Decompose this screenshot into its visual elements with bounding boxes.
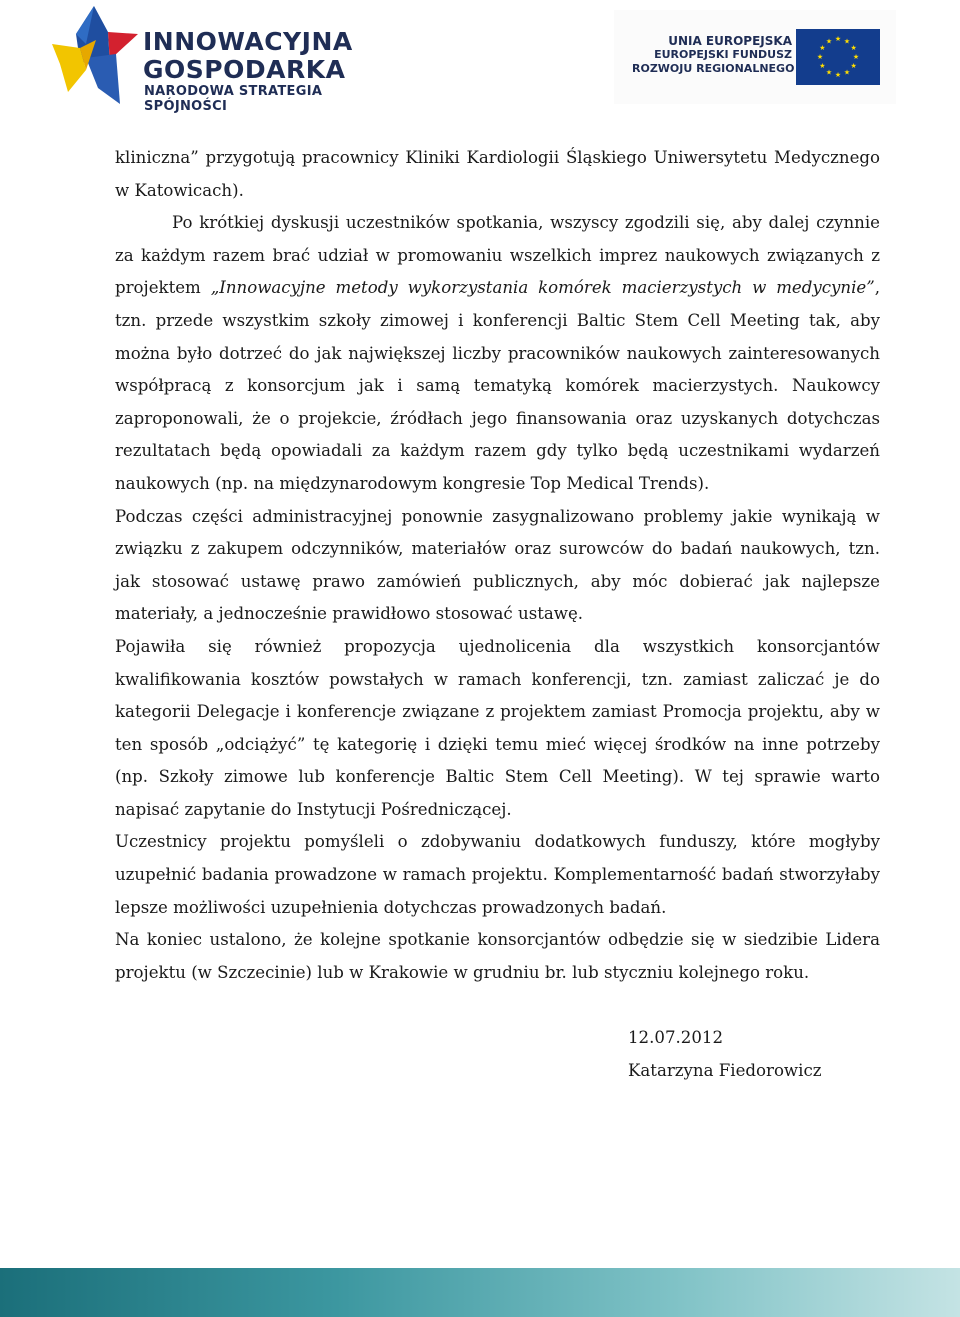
logo-subtitle: NARODOWA STRATEGIA SPÓJNOŚCI (144, 84, 323, 114)
signature-name: Katarzyna Fiedorowicz (628, 1060, 822, 1080)
svg-text:★: ★ (825, 68, 833, 77)
svg-text:★: ★ (819, 44, 826, 52)
page-header (0, 0, 960, 120)
innowacyjna-gospodarka-logo (50, 4, 390, 114)
paragraph-4: Pojawiła się również propozycja ujednolicenia dla wszystkich konsorcjantów kwalifikowania kosztów powstałych w ramach konferencji, tzn. zamiast zaliczać je do kategorii Delegacje i konferencje związane z projektem zamiast Promocja projektu, aby w ten sposób „odciążyć” tę kategorię i dzięki temu mieć więcej środków na inne potrzeby (np. Szkoły zimowe lub konferencje Baltic Stem Cell Meeting). W tej sprawie warto napisać zapytanie do Instytucji Pośredniczącej. (115, 636, 880, 819)
svg-text:★: ★ (850, 62, 857, 70)
svg-text:★: ★ (834, 35, 842, 43)
paragraph-2-end: , tzn. przede wszystkim szkoły zimowej i konferencji Baltic Stem Cell Meeting tak, aby można było dotrzeć do jak największej liczby pracowników naukowych zainteresowanych współpracą z konsorcjum jak i samą tematyką komórek macierzystych. Naukowcy zaproponowali, że o projekcie, źródłach jego finansowania oraz uzyskanych dotychczas rezultatach będą opowiadali za każdym razem gdy tylko będą uczestnikami wydarzeń naukowych (np. na międzynarodowym kongresie Top Medical Trends). (115, 278, 880, 493)
project-title: „Innowacyjne metody wykorzystania komórek macierzystych w medycynie” (210, 278, 875, 298)
star-emblem-icon (50, 4, 140, 108)
footer-band (0, 1268, 960, 1317)
paragraph-6: Na koniec ustalono, że kolejne spotkanie konsorcjantów odbędzie się w siedzibie Lidera projektu (w Szczecinie) lub w Krakowie w grudniu br. lub styczniu kolejnego roku. (115, 930, 880, 982)
svg-text:★: ★ (843, 68, 851, 77)
signature-block (628, 1022, 821, 1087)
signature-date: 12.07.2012 (628, 1028, 724, 1047)
svg-text:★: ★ (843, 37, 851, 46)
logo-title: INNOWACYJNA GOSPODARKA (143, 27, 353, 84)
paragraph-1: kliniczna” przygotują pracownicy Kliniki Kardiologii Śląskiego Uniwersytetu Medycznego w Katowicach). (115, 148, 880, 200)
eu-line-3: ROZWOJU REGIONALNEGO (632, 62, 795, 75)
svg-text:★: ★ (819, 62, 826, 70)
svg-text:★: ★ (850, 44, 857, 52)
paragraph-3: Podczas części administracyjnej ponownie zasygnalizowano problemy jakie wynikają w związku z zakupem odczynników, materiałów oraz surowców do badań naukowych, tzn. jak stosować ustawę prawo zamówień publicznych, aby móc dobierać jak najlepsze materiały, a jednocześnie prawidłowo stosować ustawę. (115, 506, 880, 624)
eu-logo (614, 10, 896, 104)
eu-flag-icon (796, 29, 880, 85)
paragraph-5: Uczestnicy projektu pomyśleli o zdobywaniu dodatkowych funduszy, które mogłyby uzupełnić badania prowadzone w ramach projektu. Komplementarność badań stworzyłaby lepsze możliwości uzupełnienia dotychczas prowadzonych badań. (115, 832, 880, 917)
svg-text:★: ★ (834, 71, 842, 79)
document-body (115, 142, 880, 989)
svg-text:★: ★ (825, 37, 833, 46)
paragraph-2-start: Po krótkiej dyskusji uczestników spotkania, wszyscy zgodzili się, aby dalej czynnie za każdym razem brać udział w promowaniu wszelkich imprez naukowych związanych z projektem (115, 213, 880, 298)
paragraph-2 (115, 207, 880, 500)
eu-line-2: EUROPEJSKI FUNDUSZ (654, 48, 792, 61)
eu-line-1: UNIA EUROPEJSKA (668, 34, 792, 48)
svg-text:★: ★ (816, 53, 824, 61)
svg-text:★: ★ (852, 53, 860, 61)
